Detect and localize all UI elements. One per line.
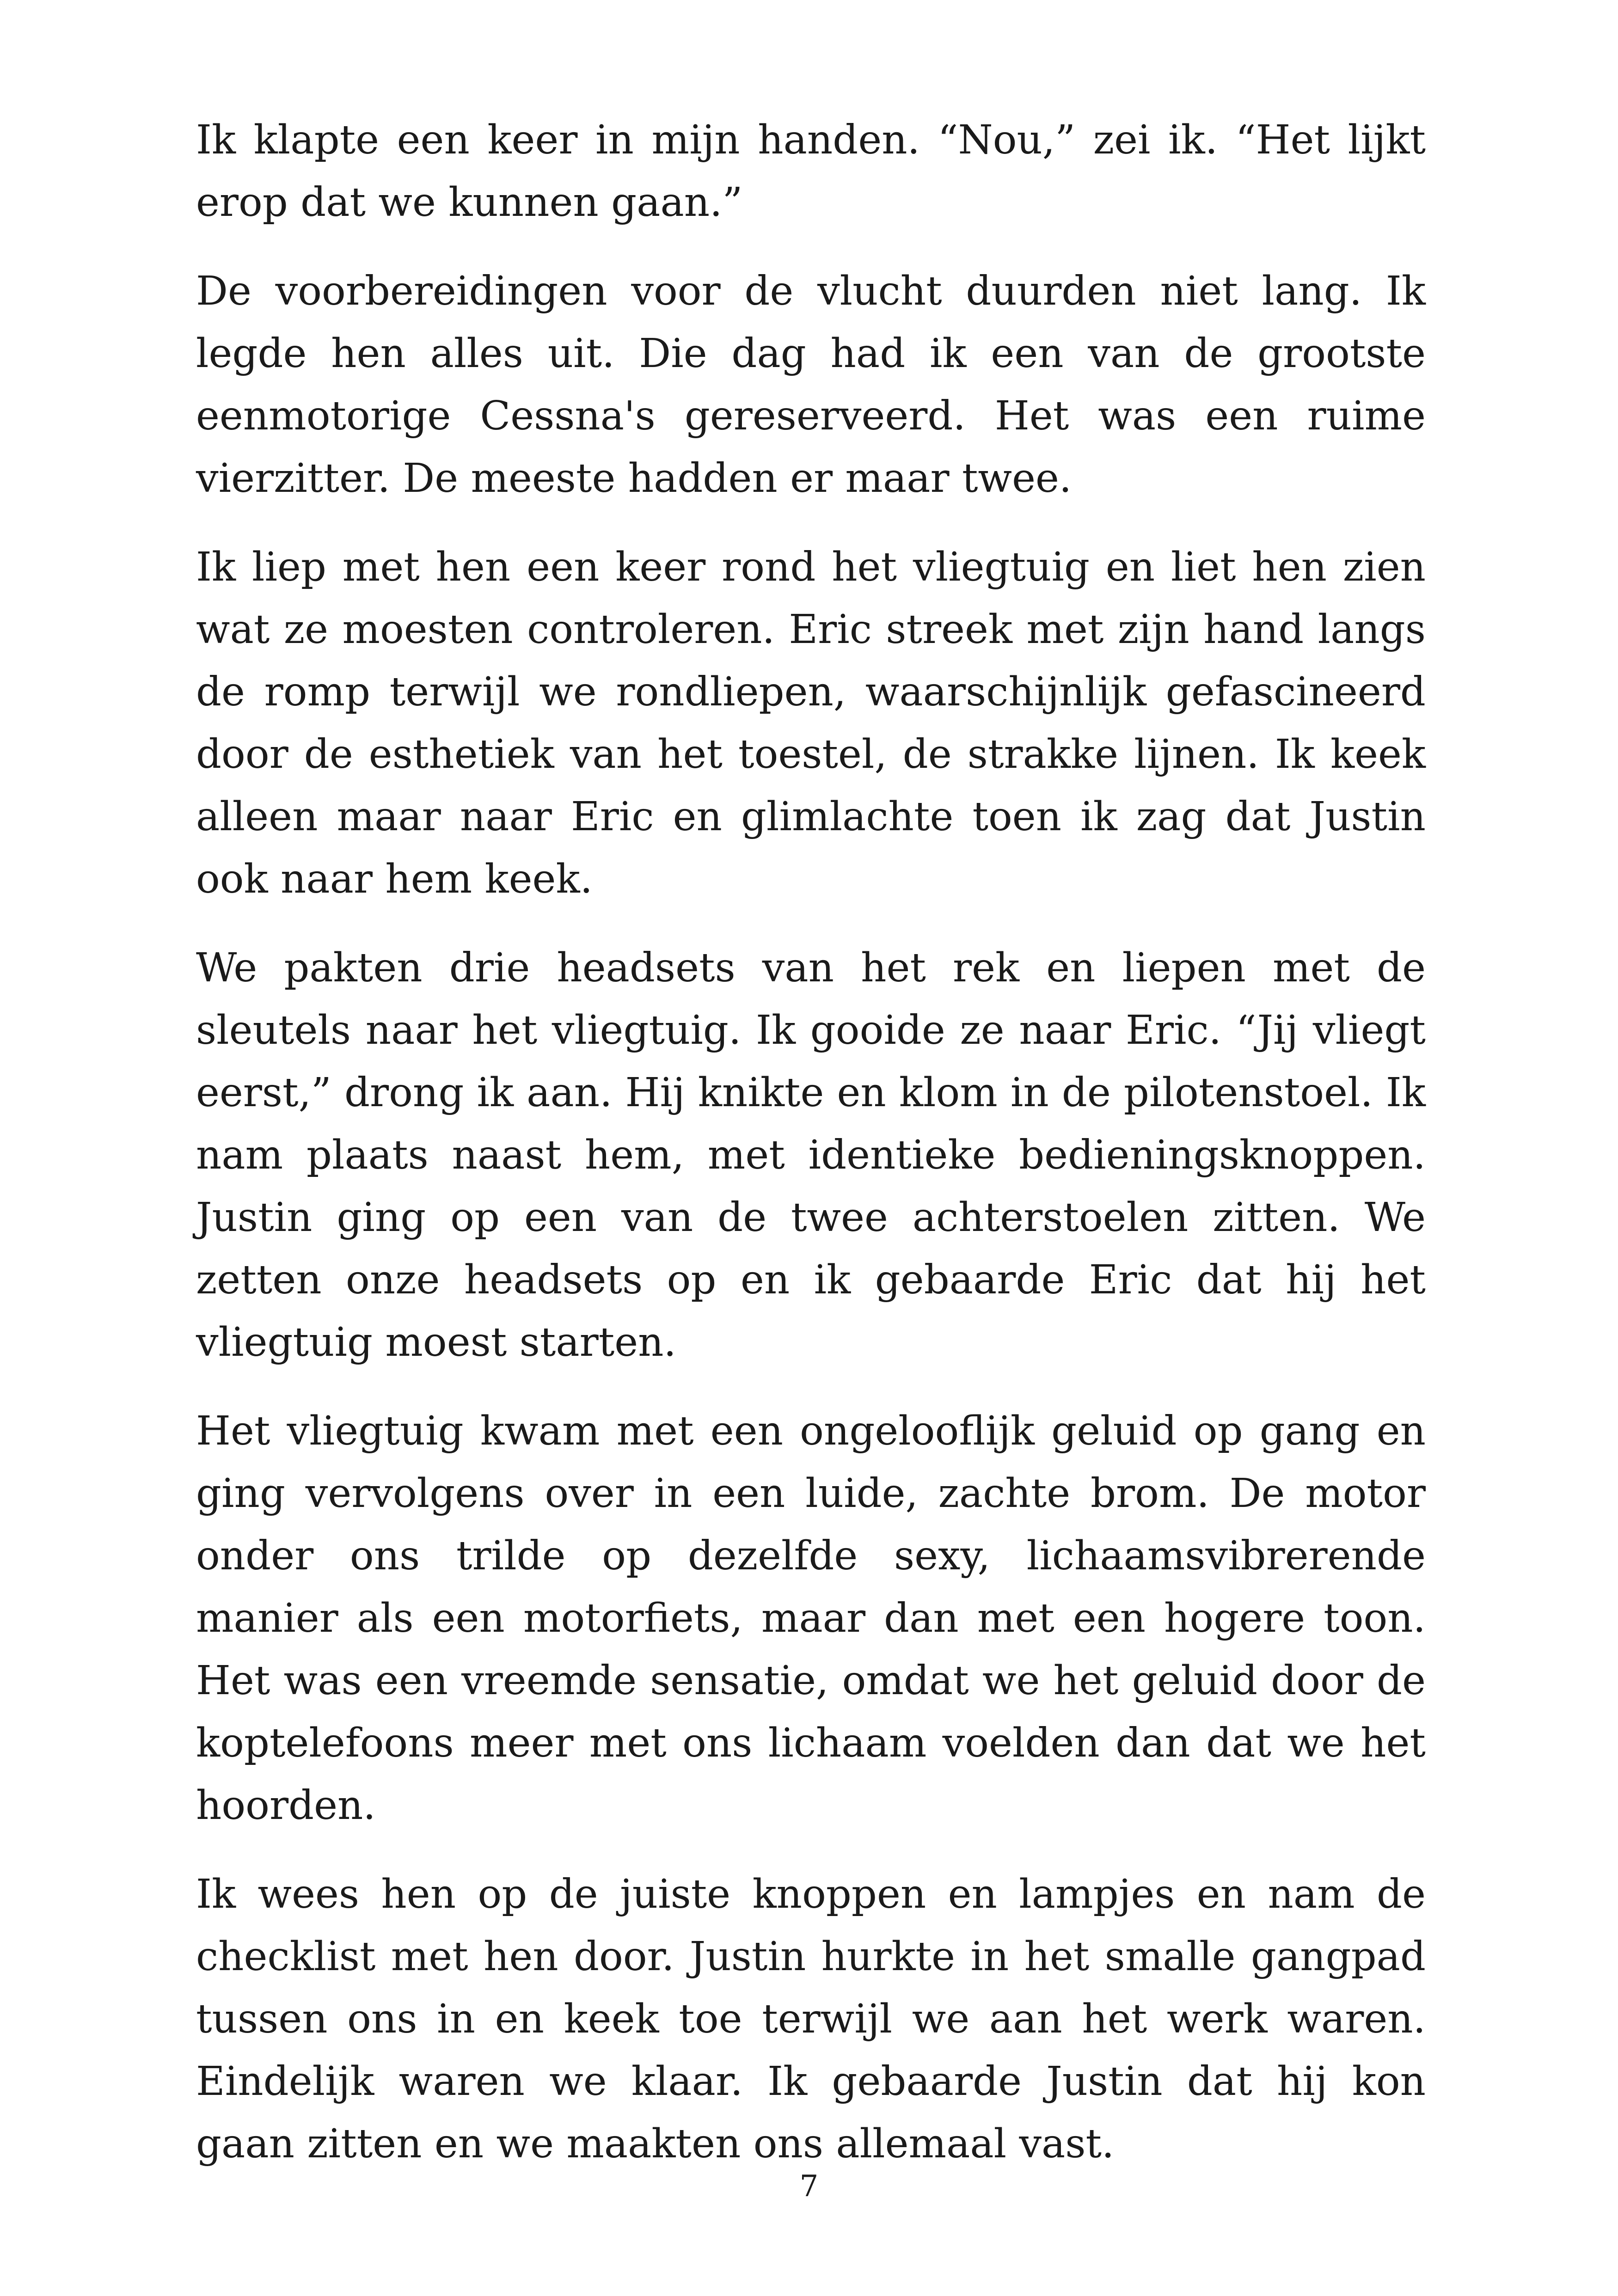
body-text <box>196 109 1426 2202</box>
paragraph: Ik wees hen op de juiste knoppen en lampjes en nam de checklist met hen door. Justin hurkte in het smalle gangpad tussen ons in en keek toe terwijl we aan het werk waren. Eindelijk waren we klaar. Ik gebaarde Justin dat hij kon gaan zitten en we maakten ons allemaal vast. <box>196 1871 1426 2167</box>
page-number: 7 <box>799 2169 819 2204</box>
paragraph: Ik liep met hen een keer rond het vliegtuig en liet hen zien wat ze moesten controleren. Eric streek met zijn hand langs de romp terwijl we rondliepen, waarschijnlijk gefascineerd door de esthetiek van het toestel, de strakke lijnen. Ik keek alleen maar naar Eric en glimlachte toen ik zag dat Justin ook naar hem keek. <box>196 544 1426 902</box>
paragraph: Ik klapte een keer in mijn handen. “Nou,” zei ik. “Het lijkt erop dat we kunnen gaan.” <box>196 117 1426 226</box>
paragraph: We pakten drie headsets van het rek en liepen met de sleutels naar het vliegtuig. Ik gooide ze naar Eric. “Jij vliegt eerst,” drong ik aan. Hij knikte en klom in de pilotenstoel. Ik nam plaats naast hem, met identieke bedieningsknoppen. Justin ging op een van de twee achterstoelen zitten. We zetten onze headsets op en ik gebaarde Eric dat hij het vliegtuig moest starten. <box>196 945 1426 1365</box>
paragraph: Het vliegtuig kwam met een ongelooflijk geluid op gang en ging vervolgens over in een luide, zachte brom. De motor onder ons trilde op dezelfde sexy, lichaamsvibrerende manier als een motorfiets, maar dan met een hogere toon. Het was een vreemde sensatie, omdat we het geluid door de koptelefoons meer met ons lichaam voelden dan dat we het hoorden. <box>196 1408 1426 1829</box>
paragraph: De voorbereidingen voor de vlucht duurden niet lang. Ik legde hen alles uit. Die dag had ik een van de grootste eenmotorige Cessna's gereserveerd. Het was een ruime vierzitter. De meeste hadden er maar twee. <box>196 268 1426 502</box>
